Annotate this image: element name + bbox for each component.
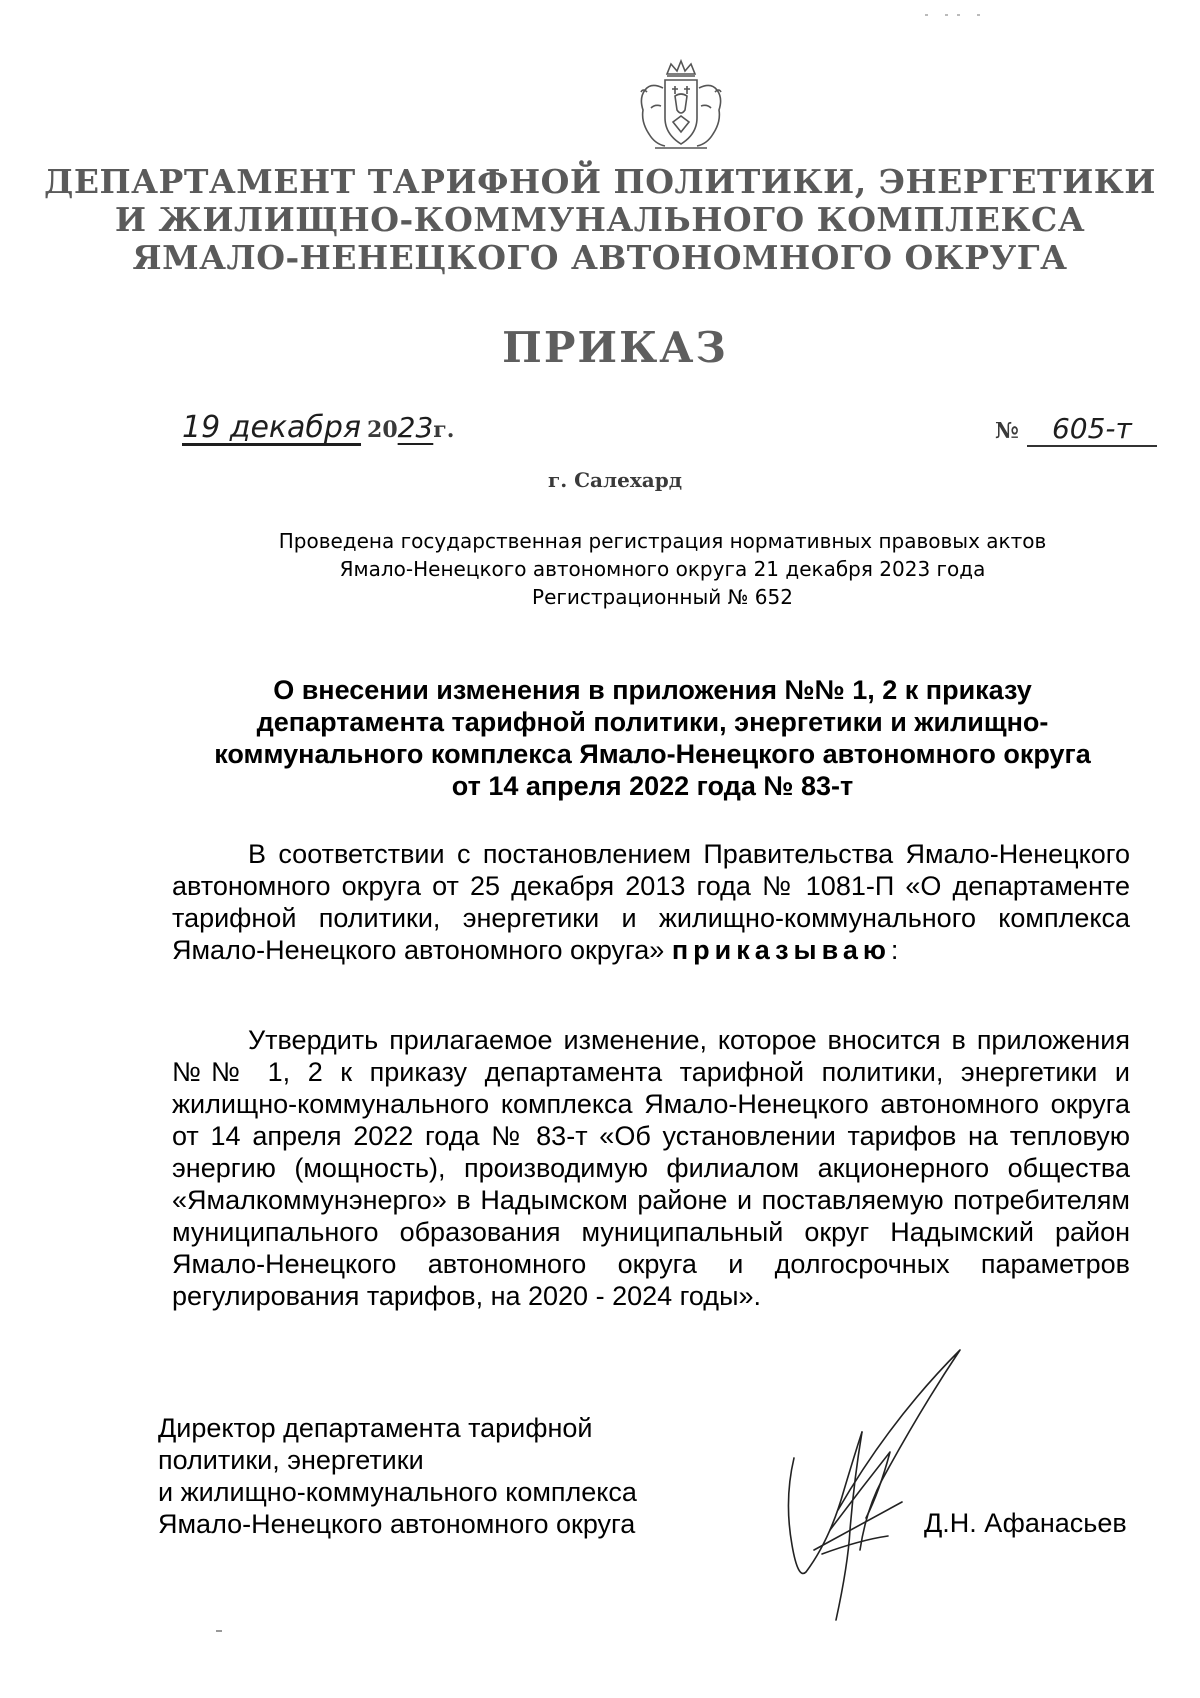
- position-line-4: Ямало-Ненецкого автономного округа: [158, 1509, 636, 1539]
- coat-of-arms-icon: [625, 58, 737, 152]
- document-type: ПРИКАЗ: [502, 323, 728, 372]
- date-year-prefix: 20: [367, 417, 398, 443]
- date-year-suffix: г.: [433, 417, 455, 443]
- preamble-paragraph: [172, 838, 1130, 966]
- registration-line-3: Регистрационный № 652: [532, 585, 793, 609]
- department-name-line-1: ДЕПАРТАМЕНТ ТАРИФНОЙ ПОЛИТИКИ, ЭНЕРГЕТИКИ: [44, 162, 1156, 201]
- order-paragraph: [172, 1024, 1130, 1312]
- order-word: приказываю: [671, 935, 891, 965]
- title-line-2: департамента тарифной политики, энергетики и жилищно-: [256, 707, 1049, 737]
- scan-speck-marks: [925, 12, 985, 18]
- title-line-1: О внесении изменения в приложения №№ 1, 2 к приказу: [273, 675, 1032, 705]
- date-day-month: 19 декабря: [182, 410, 362, 445]
- order-colon: :: [890, 935, 899, 965]
- number-value: 605-т: [1027, 412, 1157, 447]
- registration-line-1: Проведена государственная регистрация нормативных правовых актов: [278, 529, 1047, 553]
- title-line-3: коммунального комплекса Ямало-Ненецкого автономного округа: [214, 739, 1091, 769]
- scan-mark: [216, 1630, 222, 1632]
- title-line-4: от 14 апреля 2022 года № 83-т: [451, 771, 854, 801]
- department-name-line-3: ЯМАЛО-НЕНЕЦКОГО АВТОНОМНОГО ОКРУГА: [132, 238, 1068, 277]
- registration-line-2: Ямало-Ненецкого автономного округа 21 декабря 2023 года: [339, 557, 986, 581]
- handwritten-signature-icon: [770, 1340, 980, 1640]
- date-year: 23: [397, 411, 434, 444]
- position-line-1: Директор департамента тарифной: [158, 1413, 593, 1443]
- position-line-3: и жилищно-коммунального комплекса: [158, 1477, 637, 1507]
- order-text: Утвердить прилагаемое изменение, которое вносится в приложения №№ 1, 2 к приказу департамента тарифной политики, энергетики и жилищно-коммунального комплекса Ямало-Ненецкого автономного округа от 14 апреля 2022 года № 83-т «Об установлении тарифов на тепловую энергию (мощность), производимую филиалом акционерного общества «Ямалкоммунэнерго» в Надымском районе и поставляемую потребителям муниципального образования муниципальный округ Надымский район Ямало-Ненецкого автономного округа и долгосрочных параметров регулирования тарифов, на 2020 - 2024 годы».: [172, 1025, 1130, 1311]
- department-name-line-2: И ЖИЛИЩНО-КОММУНАЛЬНОГО КОМПЛЕКСА: [114, 200, 1086, 239]
- number-label: №: [995, 418, 1019, 444]
- city: г. Салехард: [547, 468, 683, 492]
- document-number: [995, 412, 1157, 447]
- document-date: [182, 410, 455, 445]
- position-line-2: политики, энергетики: [158, 1445, 424, 1475]
- document-title: [0, 674, 1200, 802]
- preamble-text: В соответствии с постановлением Правительства Ямало-Ненецкого автономного округа от 25 декабря 2013 года № 1081-П «О департаменте тарифной политики, энергетики и жилищно-коммунального комплекса Ямало-Ненецкого автономного округа»: [172, 839, 1130, 965]
- signatory-position: [158, 1412, 637, 1540]
- signatory-name: Д.Н. Афанасьев: [924, 1508, 1127, 1538]
